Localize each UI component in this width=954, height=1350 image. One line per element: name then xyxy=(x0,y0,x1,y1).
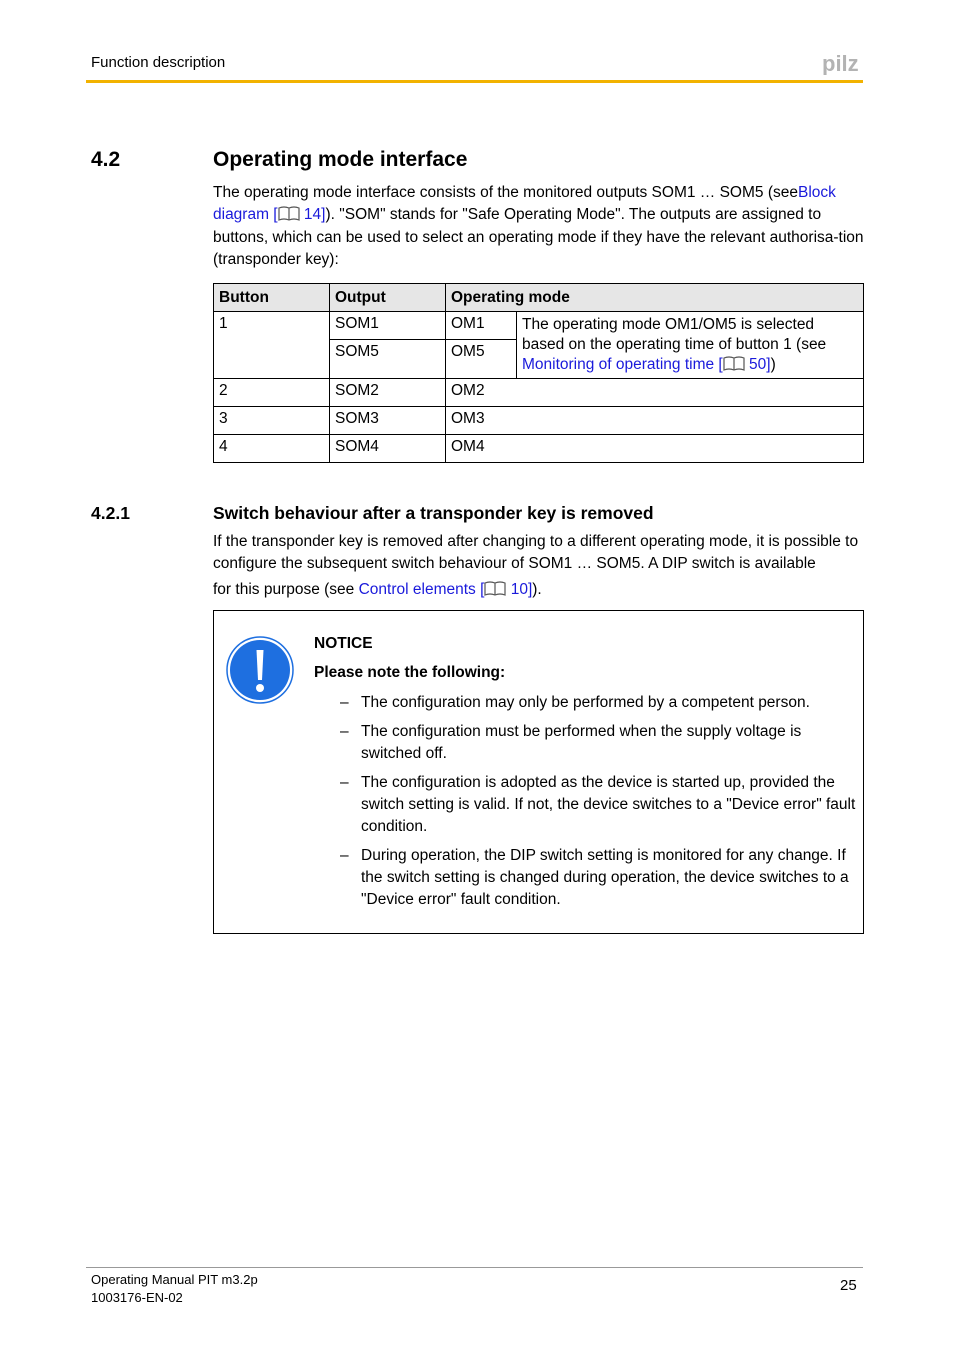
list-dash: – xyxy=(340,847,349,864)
intro-text-after: ). "SOM" stands for "Safe Operating Mode". The outputs are assigned to buttons, which can be used to select an operating mode if they have the relevant authorisa-tion (transponder key): xyxy=(213,206,864,268)
table-row xyxy=(214,379,864,407)
list-dash: – xyxy=(340,723,349,740)
list-dash: – xyxy=(340,774,349,791)
list-item: – The configuration is adopted as the device is started up, provided the switch setting is valid. If not, the device switches to a "Device error" fault condition. xyxy=(340,774,856,835)
cell-mode: OM4 xyxy=(446,435,864,463)
monitoring-operating-time-link[interactable]: Monitoring of operating time [ 50] xyxy=(522,356,771,373)
list-item: – During operation, the DIP switch setting is monitored for any change. If the switch setting is changed during operation, the device switches to a "Device error" fault condition. xyxy=(340,847,849,908)
header-rule xyxy=(86,80,863,83)
cell-mode: OM1 xyxy=(446,312,517,340)
operating-mode-table xyxy=(213,283,864,463)
notice-title: NOTICE xyxy=(314,635,373,652)
cell-output: SOM3 xyxy=(330,407,446,435)
col-header-button: Button xyxy=(214,284,330,312)
cell-output: SOM2 xyxy=(330,379,446,407)
pilz-logo-text: pilz xyxy=(822,53,859,75)
cell-mode: OM2 xyxy=(446,379,864,407)
notice-subtitle: Please note the following: xyxy=(314,664,506,681)
cell-button: 2 xyxy=(214,379,330,407)
page-number: 25 xyxy=(840,1277,857,1294)
subsection-last-line: for this purpose (see Control elements [ 10]). xyxy=(213,580,542,598)
col-header-operating-mode: Operating mode xyxy=(446,284,864,312)
footer-manual-title: Operating Manual PIT m3.2p xyxy=(91,1272,258,1287)
pilz-logo xyxy=(822,53,863,75)
cell-button: 3 xyxy=(214,407,330,435)
cell-mode: OM3 xyxy=(446,407,864,435)
table-row xyxy=(214,435,864,463)
book-icon xyxy=(484,580,506,596)
subsection-number: 4.2.1 xyxy=(91,503,130,523)
cell-output: SOM1 xyxy=(330,312,446,340)
table-row xyxy=(214,407,864,435)
notice-list xyxy=(314,692,859,918)
cell-mode-note: The operating mode OM1/OM5 is selected based on the operating time of button 1 (see Monitoring of operating time [ 50]) xyxy=(517,312,864,379)
header-title: Function description xyxy=(91,54,226,71)
subsection-text: If the transponder key is removed after changing to a different operating mode, it is possible to configure the subsequent switch behaviour of SOM1 … SOM5. A DIP switch is available xyxy=(213,533,859,573)
cell-mode: OM5 xyxy=(446,340,517,379)
cell-button: 1 xyxy=(214,312,330,379)
table-row xyxy=(214,312,864,340)
intro-text: The operating mode interface consists of the monitored outputs SOM1 … SOM5 (see xyxy=(213,184,798,201)
book-icon xyxy=(723,355,745,371)
footer-rule xyxy=(86,1267,863,1268)
subsection-title: Switch behaviour after a transponder key is removed xyxy=(213,503,654,523)
control-elements-link[interactable]: Control elements [ 10] xyxy=(358,580,533,598)
list-item: – The configuration may only be performed by a competent person. xyxy=(314,692,859,714)
section-intro-paragraph xyxy=(213,182,865,271)
cell-button: 4 xyxy=(214,435,330,463)
cell-output: SOM4 xyxy=(330,435,446,463)
cell-output: SOM5 xyxy=(330,340,446,379)
footer-doc-number: 1003176-EN-02 xyxy=(91,1290,183,1305)
subsection-paragraph xyxy=(213,531,865,601)
col-header-output: Output xyxy=(330,284,446,312)
section-title: Operating mode interface xyxy=(213,148,468,171)
book-icon xyxy=(278,205,300,221)
notice-box xyxy=(213,610,864,934)
exclamation-icon xyxy=(226,636,294,704)
block-diagram-link[interactable]: Block diagram [ 14] xyxy=(213,184,836,224)
list-item: – The configuration must be performed when the supply voltage is switched off. xyxy=(340,723,802,762)
list-dash: – xyxy=(340,694,349,711)
section-number: 4.2 xyxy=(91,148,121,171)
table-header-row xyxy=(214,284,864,312)
